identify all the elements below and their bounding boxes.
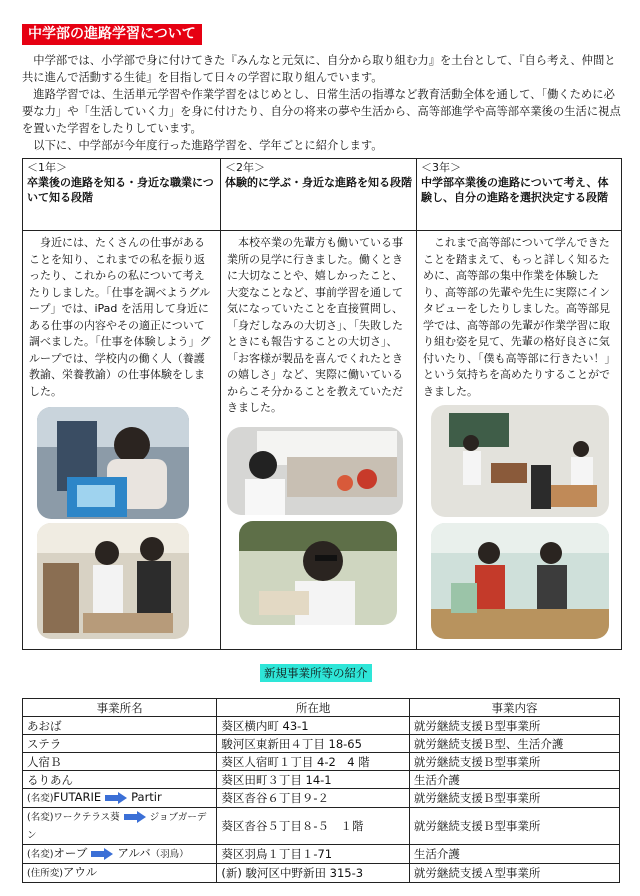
grade-2-photo-question (239, 521, 397, 625)
grade-3-text: これまで高等部について学んできたことを踏まえて、もっと詳しく知るために、高等部の集中作業を体験したり、高等部の先輩や先生に実際にインタビューをしたりしました。高等部見学では、高等部の先輩が作業学習に取り組む姿を見て、先輩の格好良さに気付いたり、「僕も高等部に行きたい！」という気持ちを高めたりすることができました。 (423, 236, 616, 398)
arrow-right-icon (124, 811, 146, 823)
office-name-cell (23, 808, 217, 845)
address-cell: 駿河区東新田４丁目 18-65 (217, 735, 410, 753)
intro-paragraph-2: 進路学習では、生活単元学習や作業学習をはじめとし、日常生活の指導など教育活動全体を通して、「働くために必要な力」や「生活していく力」を身に付けたり、自分の将来の夢や生活から、高等部進学や高等部卒業後の生活に視点を置いた学習をしたりしています。 (22, 88, 621, 135)
business-cell: 就労継続支援Ｂ型事業所 (409, 789, 619, 808)
table-row (23, 717, 620, 735)
office-name-cell (23, 789, 217, 808)
table-row (23, 808, 620, 845)
office-name-cell (23, 845, 217, 864)
office-name: ステラ (27, 736, 62, 751)
grade-2-header (221, 159, 417, 231)
change-tag: (名変) (27, 812, 54, 823)
change-tag: (名変) (27, 793, 54, 804)
grade-3-label: ＜3年＞ (421, 161, 461, 174)
table-row (23, 753, 620, 771)
table-row (23, 845, 620, 864)
table-row (23, 864, 620, 883)
intro-paragraph-3: 以下に、中学部が今年度行った進路学習を、学年ごとに紹介します。 (33, 139, 383, 152)
grade-2-column (220, 159, 417, 649)
grade-1-photo-work-experience (37, 523, 189, 639)
intro-text (22, 52, 622, 154)
grade-2-text: 本校卒業の先輩方も働いている事業所の見学に行きました。働くときに大切なことや、嬉しかったこと、大変なことなど、事前学習を通して気になっていたことを直接質問し、「身だしなみの大切さ」、「失敗したときにも報告することの大切さ」、「お客様が製品を喜んでくれたときの嬉しさ」など、実際に働いているからこそ分かることを教えていただきました。 (227, 236, 403, 414)
office-name: るりあん (27, 772, 73, 787)
office-new-name: Partir (131, 790, 162, 804)
address-cell: 葵区人宿町１丁目 4-2 4 階 (217, 753, 410, 771)
header-business: 事業内容 (409, 699, 619, 717)
header-office-name: 事業所名 (23, 699, 217, 717)
table-row (23, 735, 620, 753)
address-cell: 葵区田町３丁目 14-1 (217, 771, 410, 789)
office-name-cell (23, 753, 217, 771)
address-cell: 葵区横内町 43-1 (217, 717, 410, 735)
grade-2-photo-workplace-visit (227, 427, 403, 515)
office-name-cell (23, 864, 217, 883)
grade-1-photo-ipad (37, 407, 189, 519)
office-name: 人宿Ｂ (27, 754, 62, 769)
office-name: FUTARIE (53, 790, 102, 804)
grade-1-label: ＜1年＞ (27, 161, 67, 174)
arrow-right-icon (91, 848, 113, 860)
grade-3-column (416, 159, 622, 649)
business-cell: 就労継続支援Ｂ型事業所 (409, 717, 619, 735)
business-cell: 生活介護 (409, 771, 619, 789)
grade-1-column (23, 159, 220, 649)
new-offices-title: 新規事業所等の紹介 (260, 664, 372, 682)
grade-2-label: ＜2年＞ (225, 161, 265, 174)
grade-1-text: 身近には、たくさんの仕事があることを知り、これまでの私を振り返ったり、これからの私について考えたりしました。「仕事を調べようグループ」では、iPad を活用して身近にある仕事の内容やその適正について調べました。「仕事を体験しよう」グループでは、学校内の働く人（養護教諭、栄養教諭）の仕事体験をしました。 (29, 236, 211, 398)
grade-3-phase: 中学部卒業後の進路について考え、体験し、自分の進路を選択決定する段階 (421, 176, 609, 204)
grade-3-header (417, 159, 622, 231)
grade-3-photo-interview (431, 523, 609, 639)
page-title: 中学部の進路学習について (22, 24, 202, 45)
business-cell: 就労継続支援Ａ型事業所 (409, 864, 619, 883)
change-tag: (住所変) (27, 868, 63, 879)
grade-1-phase: 卒業後の進路を知る・身近な職業について知る段階 (27, 176, 214, 204)
office-name: ワークテラス葵 (53, 812, 120, 823)
business-cell: 就労継続支援Ｂ型、生活介護 (409, 735, 619, 753)
grade-2-phase: 体験的に学ぶ・身近な進路を知る段階 (225, 176, 412, 189)
grade-3-photo-classroom (431, 405, 609, 517)
grade-1-header (23, 159, 220, 231)
table-row (23, 771, 620, 789)
header-address: 所在地 (217, 699, 410, 717)
office-name-cell (23, 717, 217, 735)
office-name-cell (23, 771, 217, 789)
intro-paragraph-1: 中学部では、小学部で身に付けてきた『みんなと元気に、自分から取り組む力』を土台として、『自ら考え、仲間と共に進んで活動する生徒』を目指して日々の学習に取り組んでいます。 (22, 54, 616, 84)
arrow-right-icon (105, 792, 127, 804)
new-offices-body (23, 717, 620, 883)
change-tag: (名変) (27, 849, 54, 860)
office-name: あおば (27, 718, 62, 733)
office-new-name: ジョブガーデン (27, 812, 207, 841)
office-name-cell (23, 735, 217, 753)
address-cell: 葵区沓谷６丁目９-２ (217, 789, 410, 808)
address-cell: 葵区沓谷５丁目８-５ １階 (217, 808, 410, 845)
grade-table (22, 158, 622, 650)
office-name: オーブ (53, 846, 88, 860)
business-cell: 就労継続支援Ｂ型事業所 (409, 808, 619, 845)
table-header-row (23, 699, 620, 717)
table-row (23, 789, 620, 808)
address-cell: 葵区羽鳥１丁目１-71 (217, 845, 410, 864)
office-location-tag: （羽鳥） (150, 849, 189, 860)
new-offices-table (22, 698, 620, 883)
business-cell: 就労継続支援Ｂ型事業所 (409, 753, 619, 771)
office-name: アウル (62, 865, 98, 879)
business-cell: 生活介護 (409, 845, 619, 864)
address-cell: (新) 駿河区中野新田 315-3 (217, 864, 410, 883)
office-new-name: アルバ (117, 846, 151, 860)
